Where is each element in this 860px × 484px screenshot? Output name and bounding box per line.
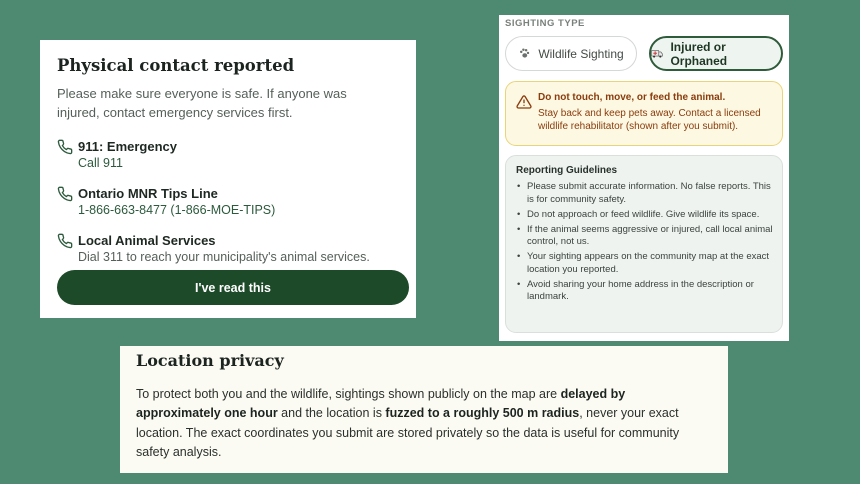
option-injured-orphaned[interactable] <box>649 36 783 71</box>
contact-detail[interactable]: 1-866-663-8477 (1-866-MOE-TIPS) <box>78 203 276 217</box>
contact-detail: Dial 311 to reach your municipality's animal services. <box>78 250 370 264</box>
sighting-type-toggle <box>505 36 783 71</box>
option-label: Injured or Orphaned <box>670 39 728 68</box>
paw-icon <box>518 47 531 60</box>
reporting-guidelines <box>505 155 783 333</box>
text-segment: and the location is <box>277 406 386 421</box>
ambulance-icon <box>651 47 663 60</box>
contact-title: Local Animal Services <box>78 233 216 248</box>
contact-emergency <box>57 138 399 172</box>
phone-icon <box>57 233 73 249</box>
guidelines-list <box>516 181 773 304</box>
list-item: • Your sighting appears on the community map at the exact location you reported. <box>516 251 773 276</box>
list-item: • Do not approach or feed wildlife. Give wildlife its space. <box>516 209 773 222</box>
list-item: • If the animal seems aggressive or injured, call local animal control, not us. <box>516 224 773 249</box>
ive-read-this-button[interactable]: I've read this <box>57 270 409 305</box>
contact-detail[interactable]: Call 911 <box>78 156 123 170</box>
contact-card-title: Physical contact reported <box>57 56 295 75</box>
contact-title: 911: Emergency <box>78 139 178 154</box>
text-segment: To protect both you and the wildlife, sightings shown publicly on the map are <box>136 387 561 401</box>
warning-body: Stay back and keep pets away. Contact a licensed wildlife rehabilitator (shown after you submit). <box>538 108 761 132</box>
guidelines-title: Reporting Guidelines <box>516 165 618 176</box>
phone-icon <box>57 139 73 155</box>
contact-title: Ontario MNR Tips Line <box>78 186 218 201</box>
option-label: Wildlife Sighting <box>538 46 624 61</box>
contact-mnr-tips <box>57 185 399 219</box>
option-wildlife-sighting[interactable] <box>505 36 637 71</box>
text-segment: , never your exact location. The exact coordinates you submit are stored privately so the data is useful for community safety analysis. <box>136 406 680 459</box>
warning-icon <box>516 94 532 110</box>
emphasis-fuzz: fuzzed to a roughly 500 m radius <box>385 406 580 421</box>
sighting-type-panel <box>499 15 789 341</box>
location-privacy-text <box>136 385 712 462</box>
do-not-touch-warning <box>505 81 783 146</box>
list-item: • Please submit accurate information. No false reports. This is for community safety. <box>516 181 773 206</box>
list-item: • Avoid sharing your home address in the description or landmark. <box>516 279 773 304</box>
contact-animal-services <box>57 232 399 266</box>
phone-icon <box>57 186 73 202</box>
contact-card-intro: Please make sure everyone is safe. If anyone was injured, contact emergency services first. <box>57 86 347 120</box>
physical-contact-card <box>40 40 416 318</box>
location-privacy-title: Location privacy <box>136 351 284 370</box>
emphasis-delay: delayed by approximately one hour <box>136 387 626 421</box>
location-privacy-card <box>120 346 728 473</box>
sighting-type-label: SIGHTING TYPE <box>505 18 585 29</box>
warning-title: Do not touch, move, or feed the animal. <box>538 92 726 103</box>
